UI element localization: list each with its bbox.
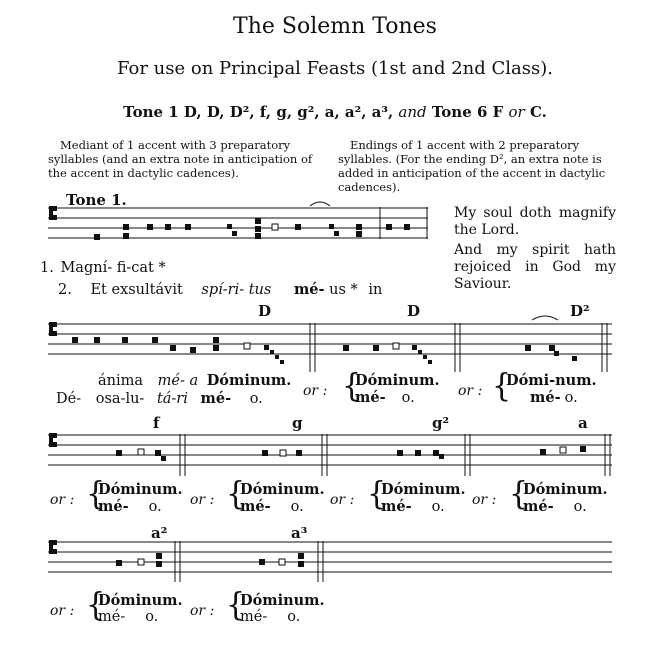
row3-or-1: or :	[50, 603, 75, 619]
english-verse-1: My soul doth magnify the Lord.	[454, 205, 616, 238]
page-title: The Solemn Tones	[233, 14, 437, 39]
row1-alt1-bot	[355, 389, 440, 406]
row1-brace-1: {	[342, 368, 362, 405]
row1-alt1-bot1: mé-	[355, 389, 386, 406]
row2-or-1: or :	[50, 492, 75, 508]
ending-label-D-2: D	[407, 302, 421, 320]
row2-word-4	[523, 481, 608, 515]
ending-label-a3: a³	[291, 524, 308, 542]
row2-word-1-top: Dóminum.	[98, 481, 183, 498]
ending-label-D2: D²	[570, 302, 590, 320]
neumes-endings-3	[116, 553, 304, 567]
line2-star: *	[350, 282, 358, 298]
row2-word-1	[98, 481, 183, 515]
row2-word-3-bot1: mé-	[381, 498, 412, 515]
line2-w2: spí-	[201, 282, 228, 298]
tones-c: C.	[529, 103, 547, 121]
row3-word-1-bot1: mé-	[98, 609, 126, 625]
row1-alt2-bot	[506, 389, 597, 406]
row3-brace-2: {	[226, 587, 246, 624]
english-verse-2: And my spirit hath rejoiced in God my Saviour.	[454, 242, 616, 292]
row1-salu: sa-lu-	[104, 391, 145, 407]
ending-label-f: f	[153, 414, 160, 432]
row1-line-b	[56, 390, 263, 407]
row2-word-3-bot2: o.	[431, 499, 445, 515]
ending-label-a: a	[578, 414, 588, 432]
row2-word-3-top: Dóminum.	[381, 481, 466, 498]
ending-label-D: D	[258, 302, 272, 320]
row3-word-2-top: Dóminum.	[240, 592, 325, 609]
mediant-note: Mediant of 1 accent with 3 preparatory syllables (and an extra note in anticipation of the accent in dactylic cadences).	[48, 138, 313, 180]
row3-word-2-bot2: o.	[287, 609, 301, 625]
line2-w5: mé-	[293, 281, 325, 298]
row1-or-2: or :	[458, 383, 483, 399]
ending-label-g2: g²	[432, 414, 450, 432]
line2-num: 2.	[58, 282, 72, 298]
row2-word-1-bot1: mé-	[98, 498, 129, 515]
row3-word-2-bot1: mé-	[240, 609, 268, 625]
row1-alt1	[355, 372, 440, 406]
tones-tone6: Tone 6 F	[431, 103, 504, 121]
row1-alt2	[506, 372, 597, 406]
row1-alt1-bot2: o.	[401, 390, 415, 406]
row1-tari: tá-ri	[156, 391, 188, 407]
ending-label-g: g	[292, 414, 303, 432]
staff-endings-3	[48, 541, 612, 582]
line2-w1: Et exsultávit	[90, 282, 183, 298]
row3-brace-1: {	[86, 587, 106, 624]
row2-or-2: or :	[190, 492, 215, 508]
row2-word-4-bot1: mé-	[523, 498, 554, 515]
neumes-endings-2	[116, 446, 586, 461]
line2-w4: tus	[248, 282, 272, 298]
neumes-endings-1	[72, 337, 577, 364]
row1-line-a	[98, 372, 291, 389]
row3-word-1	[98, 592, 183, 625]
row1-dominum: Dóminum.	[206, 372, 292, 389]
row1-brace-2: {	[492, 368, 512, 405]
row2-word-2	[240, 481, 325, 515]
row3-or-2: or :	[190, 603, 215, 619]
row2-word-4-bot2: o.	[573, 499, 587, 515]
row2-word-3-bot	[381, 498, 466, 515]
row2-or-3: or :	[330, 492, 355, 508]
row3-word-1-bot2: o.	[145, 609, 159, 625]
row2-word-4-top: Dóminum.	[523, 481, 608, 498]
row1-de: Dé-	[56, 391, 82, 407]
row1-a: a	[189, 373, 199, 389]
row3-word-2-bot	[240, 609, 325, 625]
row1-o: o	[95, 391, 105, 407]
row2-word-2-bot2: o.	[290, 499, 304, 515]
row1-or-1: or :	[303, 383, 328, 399]
ending-label-a2: a²	[151, 524, 168, 542]
line1-star: *	[158, 260, 166, 276]
row1-me: mé-	[200, 390, 232, 407]
line1-num: 1.	[40, 260, 54, 276]
row3-word-2	[240, 592, 325, 625]
tones-list: Tone 1 D, D, D², f, g, g², a, a², a³,	[123, 103, 394, 121]
tones-and: and	[398, 103, 427, 121]
row3-word-1-top: Dóminum.	[98, 592, 183, 609]
row2-word-2-bot	[240, 498, 325, 515]
row1-mea: mé-	[157, 373, 185, 389]
line1-w1: Magní-	[60, 260, 113, 276]
row2-or-4: or :	[472, 492, 497, 508]
row1-o2: o.	[249, 391, 263, 407]
line2-w3: ri-	[227, 282, 245, 298]
row2-brace-4: {	[509, 476, 529, 513]
line2-w7: in	[368, 282, 383, 298]
row1-alt2-bot1: mé-	[530, 389, 561, 406]
latin-line-1	[40, 260, 166, 276]
tone-label: Tone 1.	[66, 191, 127, 209]
staff-endings-2	[48, 434, 612, 476]
line1-w2: fi-cat	[116, 260, 154, 276]
row2-word-4-bot	[523, 498, 608, 515]
row2-word-1-bot2: o.	[148, 499, 162, 515]
line2-w6: us	[329, 282, 346, 298]
row2-brace-1: {	[86, 476, 106, 513]
english-verse	[454, 205, 616, 293]
row2-brace-2: {	[226, 476, 246, 513]
endings-note: Endings of 1 accent with 2 preparatory syllables. (For the ending D², an extra note is added in anticipation of the accent in dactylic cadences).	[338, 138, 606, 194]
row1-anima: ánima	[98, 373, 144, 389]
neumes-tone1	[94, 218, 410, 240]
row2-brace-3: {	[367, 476, 387, 513]
latin-line-2	[58, 281, 382, 298]
tones-or: or	[508, 103, 525, 121]
row2-word-1-bot	[98, 498, 183, 515]
row2-word-2-bot1: mé-	[240, 498, 271, 515]
row1-alt2-bot2: o.	[564, 390, 578, 406]
staff-tone1	[48, 207, 428, 239]
row2-word-3	[381, 481, 466, 515]
row2-word-2-top: Dóminum.	[240, 481, 325, 498]
row1-alt1-top: Dóminum.	[355, 372, 440, 389]
page-subtitle: For use on Principal Feasts (1st and 2nd Class).	[117, 58, 553, 79]
row3-word-1-bot	[98, 609, 183, 625]
row1-alt2-top: Dómi-num.	[506, 372, 597, 389]
